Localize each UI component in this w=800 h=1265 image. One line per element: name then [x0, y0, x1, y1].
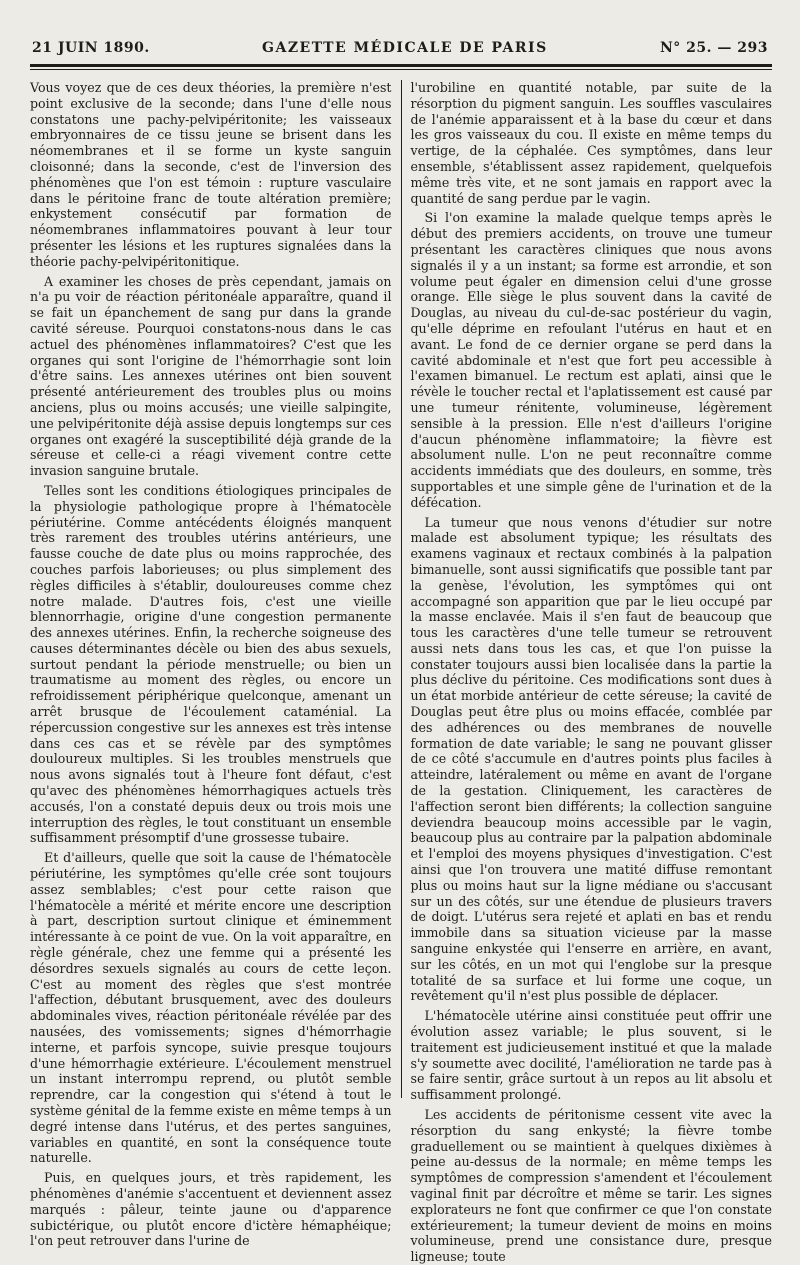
- left-column: [30, 80, 392, 1249]
- header-rule: [30, 64, 772, 67]
- paragraph: L'hématocèle utérine ainsi constituée peut offrir une évolution assez variable; le plus souvent, si le traitement est judicieusement institué et que la malade s'y soumette avec docilité, l'amélioration ne tarde pas à se faire sentir, grâce surtout à un repos au lit absolu et suffisamment prolongé.: [410, 1008, 772, 1103]
- publication-title: GAZETTE MÉDICALE DE PARIS: [262, 40, 548, 56]
- text-columns: [30, 80, 772, 1265]
- right-column: [410, 80, 773, 1265]
- header-date: 21 JUIN 1890.: [32, 40, 150, 56]
- paragraph: Si l'on examine la malade quelque temps après le début des premiers accidents, on trouve une tumeur présentant les caractères cliniques que nous avons signalés il y a un instant; sa forme est arrondie, et son volume peut égaler en dimension celui d'une grosse orange. Elle siège le plus souvent dans la cavité de Douglas, au niveau du cul-de-sac postérieur du vagin, qu'elle déprime en refoulant l'utérus en haut et en avant. Le fond de ce dernier organe se perd dans la cavité abdominale et n'est que fort peu accessible à l'examen bimanuel. Le rectum est aplati, ainsi que le révèle le toucher rectal et l'aplatissement est causé par une tumeur rénitente, volumineuse, légèrement sensible à la pression. Elle n'est d'ailleurs l'origine d'aucun phénomène inflammatoire; la fièvre est absolument nulle. L'on ne peut reconnaître comme accidents immédiats que des douleurs, en somme, très supportables et une simple gêne de l'urination et de la défécation.: [410, 210, 772, 510]
- paragraph: Puis, en quelques jours, et très rapidement, les phénomènes d'anémie s'accentuent et deviennent assez marqués : pâleur, teinte jaune ou d'apparence subictérique, ou plutôt encore d'ictère hémaphéique; l'on peut retrouver dans l'urine de: [30, 1170, 392, 1249]
- paragraph: Telles sont les conditions étiologiques principales de la physiologie pathologique propre à l'hématocèle périutérine. Comme antécédents éloignés manquent très rarement des troubles utérins antérieurs, une fausse couche de date plus ou moins rapprochée, des couches parfois laborieuses; ou plus simplement des règles difficiles à s'établir, douloureuses comme chez notre malade. D'autres fois, c'est une vieille blennorrhagie, origine d'une congestion permanente des annexes utérines. Enfin, la recherche soigneuse des causes déterminantes décèle ou bien des abus sexuels, surtout pendant la période menstruelle; ou bien un traumatisme au moment des règles, ou encore un refroidissement périphérique quelconque, amenant un arrêt brusque de l'écoulement cataménial. La répercussion congestive sur les annexes est très intense dans ces cas et se révèle par des symptômes douloureux multiples. Si les troubles menstruels que nous avons signalés tout à l'heure font défaut, c'est qu'avec des phénomènes hémorrhagiques actuels très accusés, l'on a constaté depuis deux ou trois mois une interruption des règles, le tout constituant un ensemble suffisamment présomptif d'une grossesse tubaire.: [30, 482, 392, 846]
- paragraph: Les accidents de péritonisme cessent vite avec la résorption du sang enkysté; la fièvre tombe graduellement ou se maintient à quelques dixièmes à peine au-dessus de la normale; en même temps les symptômes de compression s'amendent et l'écoulement vaginal finit par décroître et même se tarir. Les signes explorateurs ne font que confirmer ce que l'on constate extérieurement; la tumeur devient de moins en moins volumineuse, prend une consistance dure, presque ligneuse; toute: [410, 1107, 772, 1265]
- column-divider: [401, 80, 402, 1098]
- issue-page-number: N° 25. — 293: [659, 40, 768, 56]
- paragraph: A examiner les choses de près cependant, jamais on n'a pu voir de réaction péritonéale apparaître, quand il se fait un épanchement de sang pur dans la grande cavité séreuse. Pourquoi constatons-nous dans le cas actuel des phénomènes inflammatoires? C'est que les organes qui sont l'origine de l'hémorrhagie sont loin d'être sains. Les annexes utérines ont bien souvent présenté antérieurement des troubles plus ou moins anciens, plus ou moins accusés; une vieille salpingite, une pelvipéritonite déjà assise depuis longtemps sur ces organes ont exagéré la susceptibilité déjà grande de la séreuse et celle-ci a réagi vivement contre cette invasion sanguine brutale.: [30, 273, 392, 479]
- page-header: [30, 40, 772, 56]
- paragraph: l'urobiline en quantité notable, par suite de la résorption du pigment sanguin. Les souffles vasculaires de l'anémie apparaissent et à la base du cœur et dans les gros vaisseaux du cou. Il existe en même temps du vertige, de la céphalée. Ces symptômes, dans leur ensemble, s'établissent assez rapidement, quelquefois même très vite, et ne sont jamais en rapport avec la quantité de sang perdue par le vagin.: [410, 80, 772, 206]
- paragraph: La tumeur que nous venons d'étudier sur notre malade est absolument typique; les résultats des examens vaginaux et rectaux combinés à la palpation bimanuelle, sont aussi significatifs que possible tant par la genèse, l'évolution, les symptômes qui ont accompagné son apparition que par le lieu occupé par la masse enclavée. Mais il s'en faut de beaucoup que tous les caractères d'une telle tumeur se retrouvent aussi nets dans tous les cas, et que l'on puisse la constater toujours aussi bien localisée dans la partie la plus déclive du péritoine. Ces modifications sont dues à un état morbide antérieur de cette séreuse; la cavité de Douglas peut être plus ou moins effacée, comblée par des adhérences ou des membranes de nouvelle formation de date variable; le sang ne pouvant glisser de ce côté s'accumule en d'autres points plus faciles à atteindre, latéralement ou même en avant de l'organe de la gestation. Cliniquement, les caractères de l'affection seront bien différents; la collection sanguine deviendra beaucoup moins accessible par le vagin, beaucoup plus au contraire par la palpation abdominale et l'emploi des moyens physiques d'investigation. C'est ainsi que l'on trouvera une matité diffuse remontant plus ou moins haut sur la ligne médiane ou s'accusant sur un des côtés, sur une étendue de plusieurs travers de doigt. L'utérus sera rejeté et aplati en bas et rendu immobile dans sa situation vicieuse par la masse sanguine enkystée qui l'enserre en arrière, en avant, sur les côtés, en un mot qui l'englobe sur la presque totalité de sa surface et lui forme une coque, un revêtement qu'il n'est plus possible de déplacer.: [410, 514, 772, 1004]
- paragraph: Vous voyez que de ces deux théories, la première n'est point exclusive de la seconde; dans l'une d'elle nous constatons une pachy-pelvipéritonite; les vaisseaux embryonnaires de ce tissu jeune se brisent dans les néomembranes et il se forme un kyste sanguin cloisonné; dans la seconde, c'est de l'inversion des phénomènes que l'on est témoin : rupture vasculaire dans le péritoine franc de toute altération première; enkystement consécutif par formation de néomembranes inflammatoires pouvant à leur tour présenter les lésions et les ruptures signalées dans la théorie pachy-pelvipéritonitique.: [30, 80, 392, 269]
- header-rule-thin: [30, 69, 772, 70]
- paragraph: Et d'ailleurs, quelle que soit la cause de l'hématocèle périutérine, les symptômes qu'elle crée sont toujours assez semblables; c'est pour cette raison que l'hématocèle a mérité et mérite encore une description à part, description surtout clinique et éminemment intéressante à ce point de vue. On la voit apparaître, en règle générale, chez une femme qui a présenté les désordres sexuels signalés au cours de cette leçon. C'est au moment des règles que s'est montrée l'affection, débutant brusquement, avec des douleurs abdominales vives, réaction péritonéale révélée par des nausées, des vomissements; signes d'hémorrhagie interne, et parfois syncope, suivie presque toujours d'une hémorrhagie extérieure. L'écoulement menstruel un instant interrompu reprend, ou plutôt semble reprendre, car la congestion qui s'étend à tout le système génital de la femme existe en même temps à un degré intense dans l'utérus, et des pertes sanguines, variables en quantité, en sont la conséquence toute naturelle.: [30, 850, 392, 1166]
